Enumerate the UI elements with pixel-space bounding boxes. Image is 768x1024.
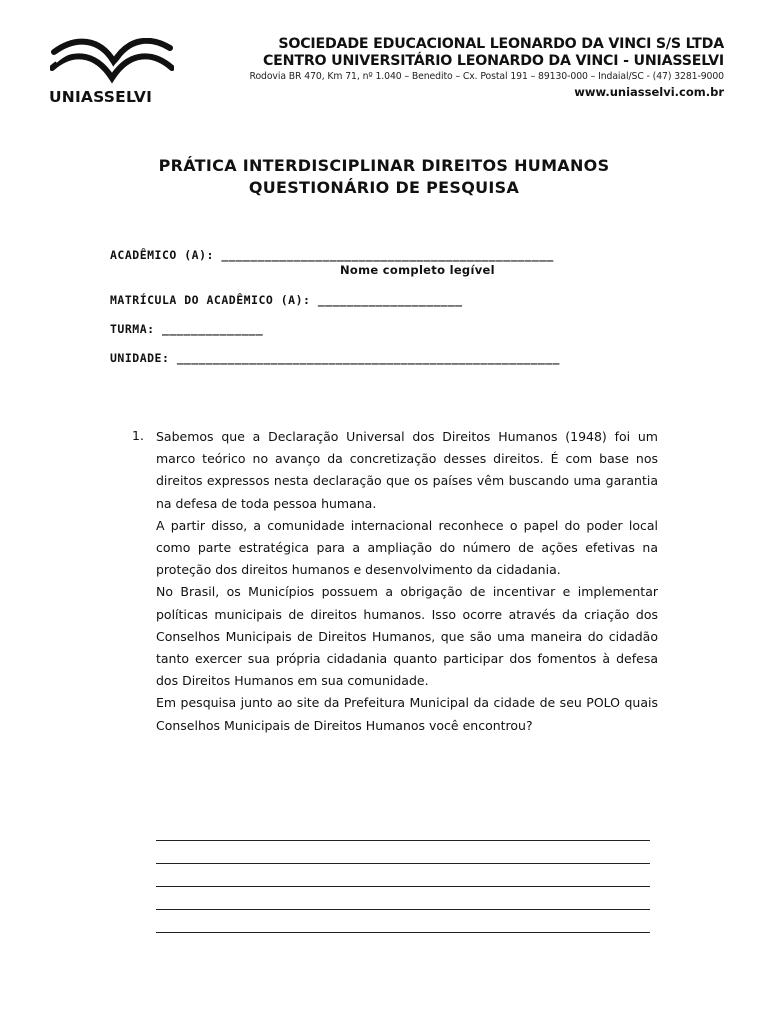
- matricula-label: MATRÍCULA DO ACADÊMICO (A):: [110, 293, 311, 307]
- institution-address: Rodovia BR 470, Km 71, nº 1.040 – Benedito – Cx. Postal 191 – 89130-000 – Indaial/SC - (47) 3281-9000: [249, 71, 724, 82]
- unidade-blank[interactable]: _____________________________________________________: [176, 351, 560, 365]
- unidade-label: UNIDADE:: [110, 351, 170, 365]
- academico-field: [110, 248, 554, 262]
- answer-line[interactable]: [156, 863, 650, 864]
- question-body: [156, 426, 658, 737]
- turma-field: [110, 322, 263, 336]
- question-paragraph: Sabemos que a Declaração Universal dos Direitos Humanos (1948) foi um marco teórico no avanço da concretização desses direitos. É com base nos direitos expressos nesta declaração que os países vêm buscando uma garantia na defesa de toda pessoa humana.: [156, 429, 658, 511]
- unidade-field: [110, 351, 560, 365]
- question-paragraph: A partir disso, a comunidade internacional reconhece o papel do poder local como parte estratégica para a ampliação do número de ações efetivas na proteção dos direitos humanos e desenvolvimento da cidadania.: [156, 517, 658, 578]
- open-book-logo-icon: [50, 38, 174, 86]
- institution-website: www.uniasselvi.com.br: [574, 85, 724, 99]
- answer-line[interactable]: [156, 886, 650, 887]
- answer-line[interactable]: [156, 909, 650, 910]
- question-number: 1.: [132, 428, 144, 443]
- logo-text: UNIASSELVI: [49, 88, 153, 106]
- matricula-blank[interactable]: ____________________: [317, 293, 463, 307]
- academico-blank[interactable]: ______________________________________________: [221, 248, 554, 262]
- document-title: PRÁTICA INTERDISCIPLINAR DIREITOS HUMANOS: [158, 156, 610, 175]
- question-paragraph: Em pesquisa junto ao site da Prefeitura Municipal da cidade de seu POLO quais Conselhos Municipais de Direitos Humanos você encontrou?: [156, 695, 658, 733]
- answer-line[interactable]: [156, 840, 650, 841]
- matricula-field: [110, 293, 462, 307]
- uniasselvi-logo: [46, 38, 176, 108]
- turma-blank[interactable]: ______________: [161, 322, 264, 336]
- institution-name: SOCIEDADE EDUCACIONAL LEONARDO DA VINCI S/S LTDA: [278, 36, 724, 52]
- academico-label: ACADÊMICO (A):: [110, 248, 214, 262]
- institution-header: [250, 36, 724, 100]
- turma-label: TURMA:: [110, 322, 155, 336]
- question-paragraph: No Brasil, os Municípios possuem a obrigação de incentivar e implementar políticas municipais de direitos humanos. Isso ocorre através da criação dos Conselhos Municipais de Direitos Humanos, que são uma maneira do cidadão tanto exercer sua própria cidadania quanto participar dos fomentos à defesa dos Direitos Humanos em sua comunidade.: [156, 584, 658, 689]
- university-name: CENTRO UNIVERSITÁRIO LEONARDO DA VINCI - UNIASSELVI: [262, 53, 724, 69]
- answer-line[interactable]: [156, 932, 650, 933]
- document-subtitle: QUESTIONÁRIO DE PESQUISA: [248, 178, 520, 197]
- academico-hint: Nome completo legível: [340, 263, 495, 277]
